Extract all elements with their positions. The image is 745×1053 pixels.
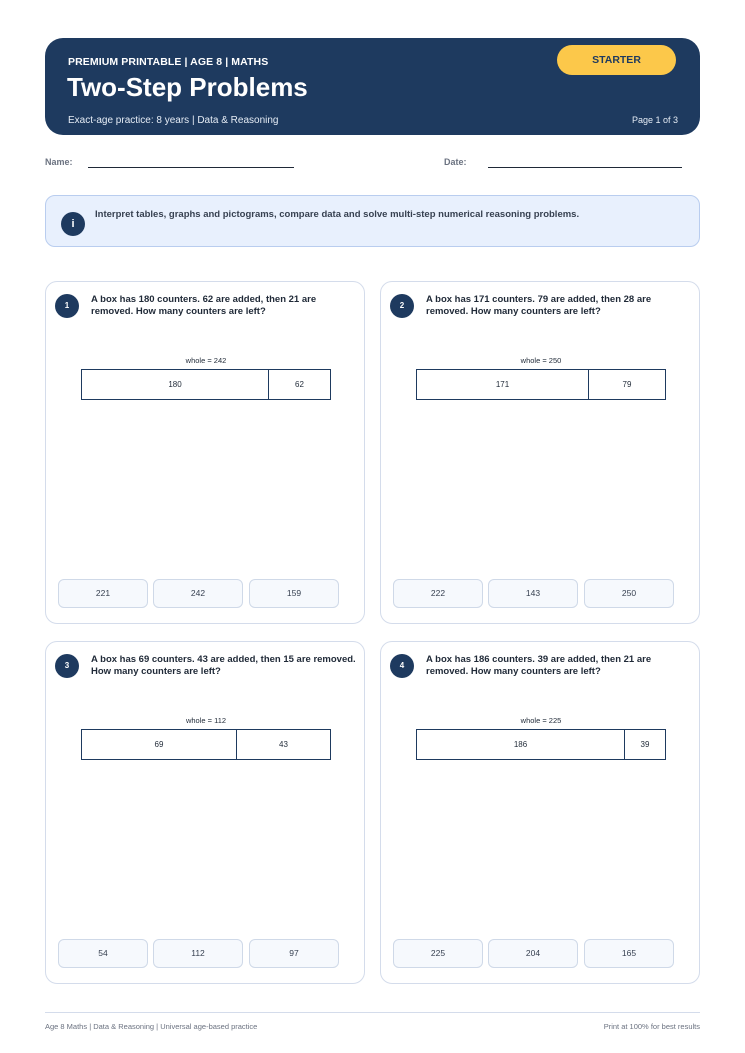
bar-model (416, 369, 666, 400)
bar-model-whole: whole = 250 (520, 356, 562, 365)
answer-option[interactable]: 204 (488, 939, 578, 968)
level-badge: STARTER (557, 45, 676, 75)
problem-card-1 (45, 281, 365, 624)
bar-model (81, 729, 331, 760)
info-text: Interpret tables, graphs and pictograms, compare data and solve multi-step numerical reasoning problems. (95, 209, 580, 220)
print-note: Print at 100% for best results (603, 1022, 700, 1031)
page-title: Two-Step Problems (67, 72, 308, 102)
problem-card-2 (380, 281, 700, 624)
page-number: Page 1 of 3 (631, 115, 678, 125)
problem-number: 3 (55, 654, 79, 678)
date-field[interactable] (488, 167, 682, 168)
answer-option[interactable]: 159 (249, 579, 339, 608)
name-field[interactable] (88, 167, 294, 168)
bar-part-2: 39 (624, 730, 665, 759)
bar-part-1: 69 (154, 740, 164, 749)
bar-part-1: 180 (168, 380, 182, 389)
bar-model-whole: whole = 112 (185, 716, 227, 725)
bar-part-1: 186 (513, 740, 528, 749)
footer-text: Age 8 Maths | Data & Reasoning | Universal age-based practice (45, 1022, 258, 1031)
problem-question: A box has 69 counters. 43 are added, then 15 are removed. How many counters are left? (91, 654, 356, 677)
problem-number: 1 (55, 294, 79, 318)
name-label: Name: (45, 157, 73, 167)
problem-question: A box has 186 counters. 39 are added, then 21 are removed. How many counters are left? (426, 654, 652, 677)
bar-part-2: 62 (268, 370, 330, 399)
bar-part-2: 43 (236, 730, 330, 759)
bar-part-1: 171 (495, 380, 510, 389)
bar-model (81, 369, 331, 400)
problem-question: A box has 171 counters. 79 are added, then 28 are removed. How many counters are left? (426, 294, 652, 317)
bar-model-whole: whole = 225 (520, 716, 562, 725)
bar-part-2: 79 (588, 370, 665, 399)
problem-question: A box has 180 counters. 62 are added, then 21 are removed. How many counters are left? (91, 294, 317, 317)
answer-option[interactable]: 165 (584, 939, 674, 968)
problem-card-3 (45, 641, 365, 984)
answer-option[interactable]: 242 (153, 579, 243, 608)
bar-model-whole: whole = 242 (185, 356, 227, 365)
header-kicker: PREMIUM PRINTABLE | AGE 8 | MATHS (68, 56, 269, 68)
answer-option[interactable]: 221 (58, 579, 148, 608)
bar-model (416, 729, 666, 760)
answer-option[interactable]: 112 (153, 939, 243, 968)
answer-option[interactable]: 97 (249, 939, 339, 968)
answer-option[interactable]: 54 (58, 939, 148, 968)
problem-number: 4 (390, 654, 414, 678)
info-icon: i (61, 212, 85, 236)
answer-option[interactable]: 250 (584, 579, 674, 608)
info-box (45, 195, 700, 247)
answer-option[interactable]: 143 (488, 579, 578, 608)
problem-card-4 (380, 641, 700, 984)
problem-number: 2 (390, 294, 414, 318)
worksheet-header (45, 38, 700, 135)
footer-divider (45, 1012, 700, 1013)
date-label: Date: (444, 157, 467, 167)
answer-option[interactable]: 225 (393, 939, 483, 968)
answer-option[interactable]: 222 (393, 579, 483, 608)
header-subtitle: Exact-age practice: 8 years | Data & Reasoning (68, 115, 279, 126)
